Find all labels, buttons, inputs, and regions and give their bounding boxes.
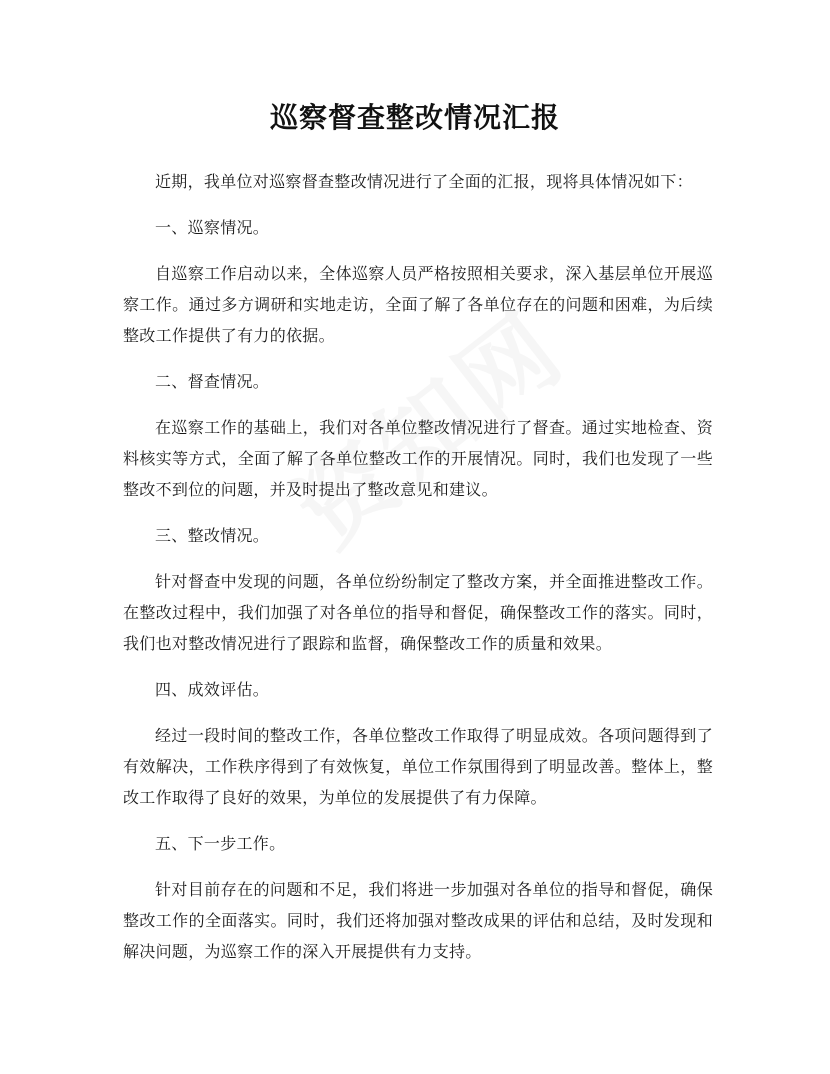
document-title: 巡察督查整改情况汇报 bbox=[269, 101, 560, 134]
intro-paragraph: 近期，我单位对巡察督查整改情况进行了全面的汇报，现将具体情况如下： bbox=[155, 172, 693, 191]
section-body-inspection: 自巡察工作启动以来，全体巡察人员严格按照相关要求，深入基层单位开展巡察工作。通过多方调研和实地走访，全面了解了各单位存在的问题和困难，为后续整改工作提供了有力的依据。 bbox=[123, 264, 713, 345]
section-body-supervision: 在巡察工作的基础上，我们对各单位整改情况进行了督查。通过实地检查、资料核实等方式，全面了解了各单位整改工作的开展情况。同时，我们也发现了一些整改不到位的问题，并及时提出了整改意见和建议。 bbox=[123, 418, 713, 499]
section-body-next-steps: 针对目前存在的问题和不足，我们将进一步加强对各单位的指导和督促，确保整改工作的全面落实。同时，我们还将加强对整改成果的评估和总结，及时发现和解决问题，为巡察工作的深入开展提供有力支持。 bbox=[123, 880, 713, 961]
section-heading-next-steps: 五、下一步工作。 bbox=[155, 834, 286, 853]
document-body bbox=[123, 166, 713, 982]
section-body-rectification: 针对督查中发现的问题，各单位纷纷制定了整改方案，并全面推进整改工作。在整改过程中，我们加强了对各单位的指导和督促，确保整改工作的落实。同时，我们也对整改情况进行了跟踪和监督，确保整改工作的质量和效果。 bbox=[123, 572, 713, 653]
section-heading-evaluation: 四、成效评估。 bbox=[155, 680, 270, 699]
section-heading-rectification: 三、整改情况。 bbox=[155, 526, 270, 545]
section-body-evaluation: 经过一段时间的整改工作，各单位整改工作取得了明显成效。各项问题得到了有效解决，工作秩序得到了有效恢复，单位工作氛围得到了明显改善。整体上，整改工作取得了良好的效果，为单位的发展提供了有力保障。 bbox=[123, 726, 713, 807]
section-heading-supervision: 二、督查情况。 bbox=[155, 372, 270, 391]
section-heading-inspection: 一、巡察情况。 bbox=[155, 218, 270, 237]
